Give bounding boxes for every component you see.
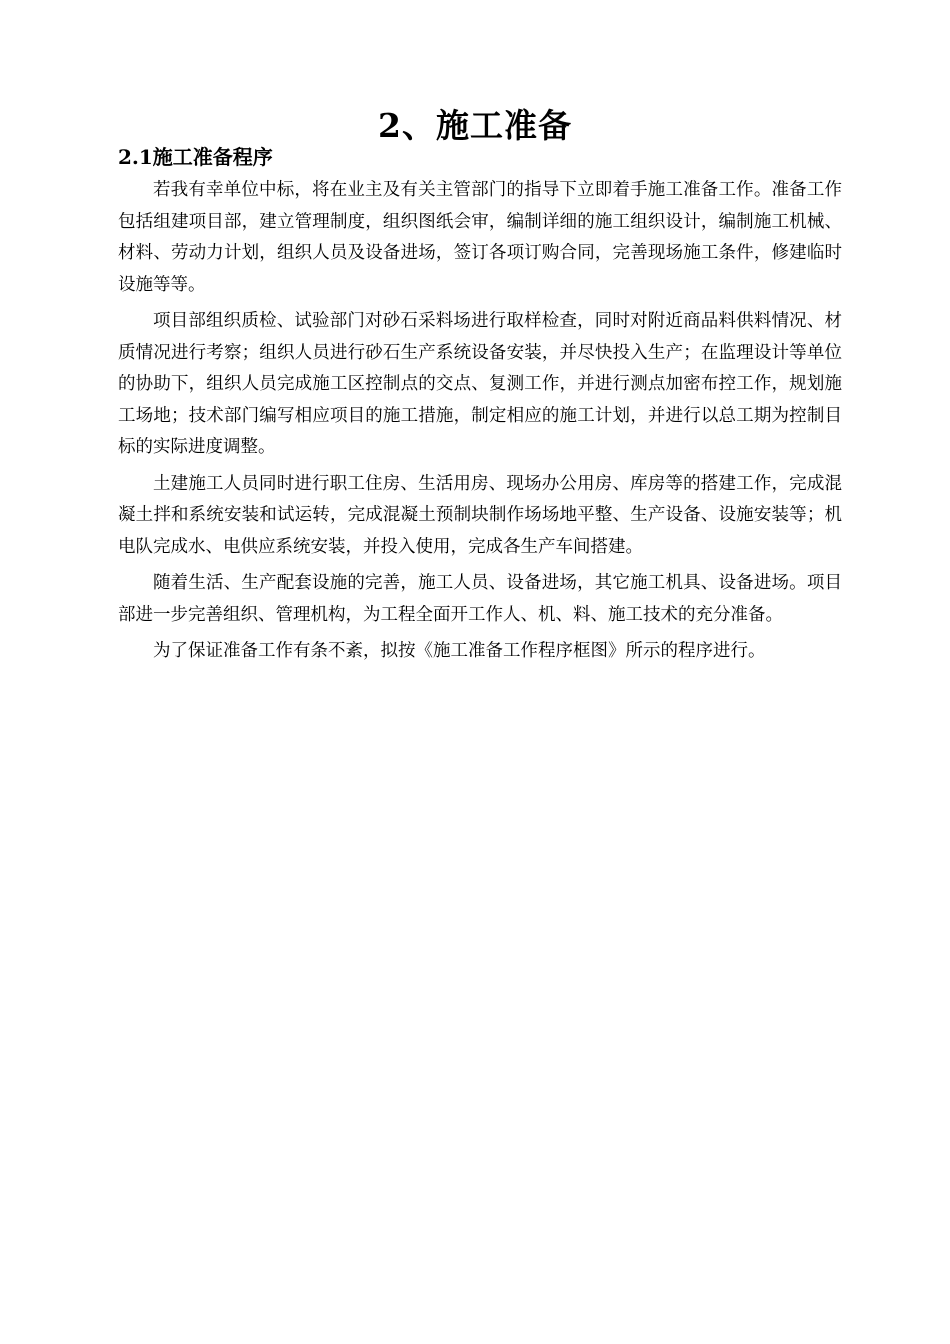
section-body	[118, 175, 842, 668]
page-title: 2、施工准备	[378, 106, 572, 145]
paragraph-3: 土建施工人员同时进行职工住房、生活用房、现场办公用房、库房等的搭建工作，完成混凝土拌和系统安装和试运转，完成混凝土预制块制作场场地平整、生产设备、设施安装等；机电队完成水、电供应系统安装，并投入使用，完成各生产车间搭建。	[118, 473, 842, 557]
section-heading: 2.1施工准备程序	[118, 145, 273, 169]
paragraph-5: 为了保证准备工作有条不紊，拟按《施工准备工作程序框图》所示的程序进行。	[153, 641, 766, 661]
paragraph-4: 随着生活、生产配套设施的完善，施工人员、设备进场，其它施工机具、设备进场。项目部进一步完善组织、管理机构，为工程全面开工作人、机、料、施工技术的充分准备。	[118, 573, 842, 625]
paragraph-2: 项目部组织质检、试验部门对砂石采料场进行取样检查，同时对附近商品料供料情况、材质情况进行考察；组织人员进行砂石生产系统设备安装，并尽快投入生产；在监理设计等单位的协助下，组织人员完成施工区控制点的交点、复测工作，并进行测点加密布控工作，规划施工场地；技术部门编写相应项目的施工措施，制定相应的施工计划，并进行以总工期为控制目标的实际进度调整。	[118, 311, 842, 457]
paragraph-1: 若我有幸单位中标，将在业主及有关主管部门的指导下立即着手施工准备工作。准备工作包括组建项目部，建立管理制度，组织图纸会审，编制详细的施工组织设计，编制施工机械、材料、劳动力计划，组织人员及设备进场，签订各项订购合同，完善现场施工条件，修建临时设施等等。	[118, 180, 842, 295]
